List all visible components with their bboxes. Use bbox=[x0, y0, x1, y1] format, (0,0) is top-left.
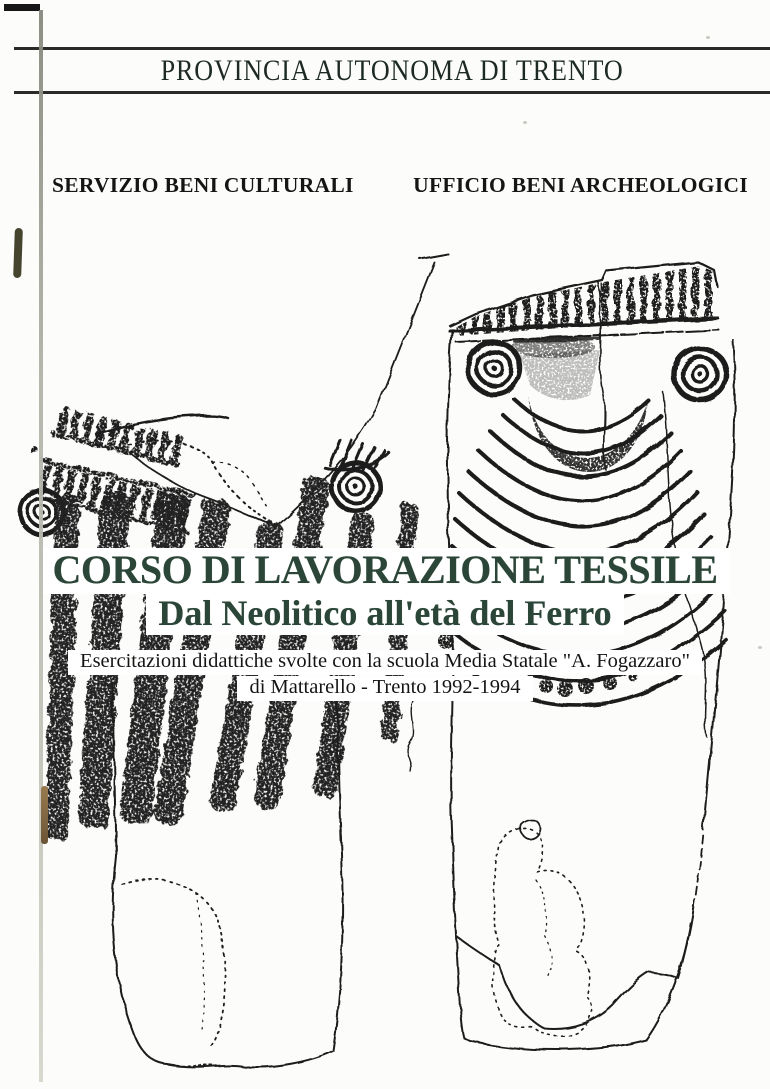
eye-disc-left bbox=[468, 342, 520, 394]
banner-title: PROVINCIA AUTONOMA DI TRENTO bbox=[160, 53, 624, 87]
department-left: SERVIZIO BENI CULTURALI bbox=[52, 173, 354, 197]
department-headers bbox=[52, 173, 748, 198]
caption-band-2 bbox=[0, 676, 770, 701]
right-stele-inner-contour bbox=[456, 922, 691, 1029]
scan-corner-mark bbox=[4, 4, 40, 11]
eye-disc-right bbox=[674, 348, 726, 400]
right-stele-bottom bbox=[464, 906, 694, 1050]
caption-band-1 bbox=[0, 650, 770, 675]
banner bbox=[14, 47, 770, 94]
subtitle: Dal Neolitico all'età del Ferro bbox=[146, 594, 623, 635]
staple-bottom bbox=[41, 786, 48, 844]
scan-speck bbox=[523, 121, 527, 124]
department-right: UFFICIO BENI ARCHEOLOGICI bbox=[413, 173, 748, 197]
main-title-band bbox=[0, 548, 770, 594]
damage-outline bbox=[493, 828, 591, 1036]
belt-row-upper bbox=[51, 406, 187, 468]
belt-end-knob bbox=[30, 446, 38, 454]
chest-core bbox=[528, 396, 648, 472]
caption-line-1: Esercitazioni didattiche svolte con la scuola Media Statale "A. Fogazzaro" bbox=[68, 650, 702, 675]
booklet-spine-line bbox=[39, 10, 43, 1082]
scan-speck bbox=[706, 36, 710, 39]
main-title: CORSO DI LAVORAZIONE TESSILE bbox=[40, 548, 729, 594]
scan-speck bbox=[758, 646, 762, 649]
caption-line-2: di Mattarello - Trento 1992-1994 bbox=[237, 676, 532, 701]
spiral-disc-right bbox=[332, 463, 380, 511]
subtitle-band bbox=[0, 594, 770, 635]
